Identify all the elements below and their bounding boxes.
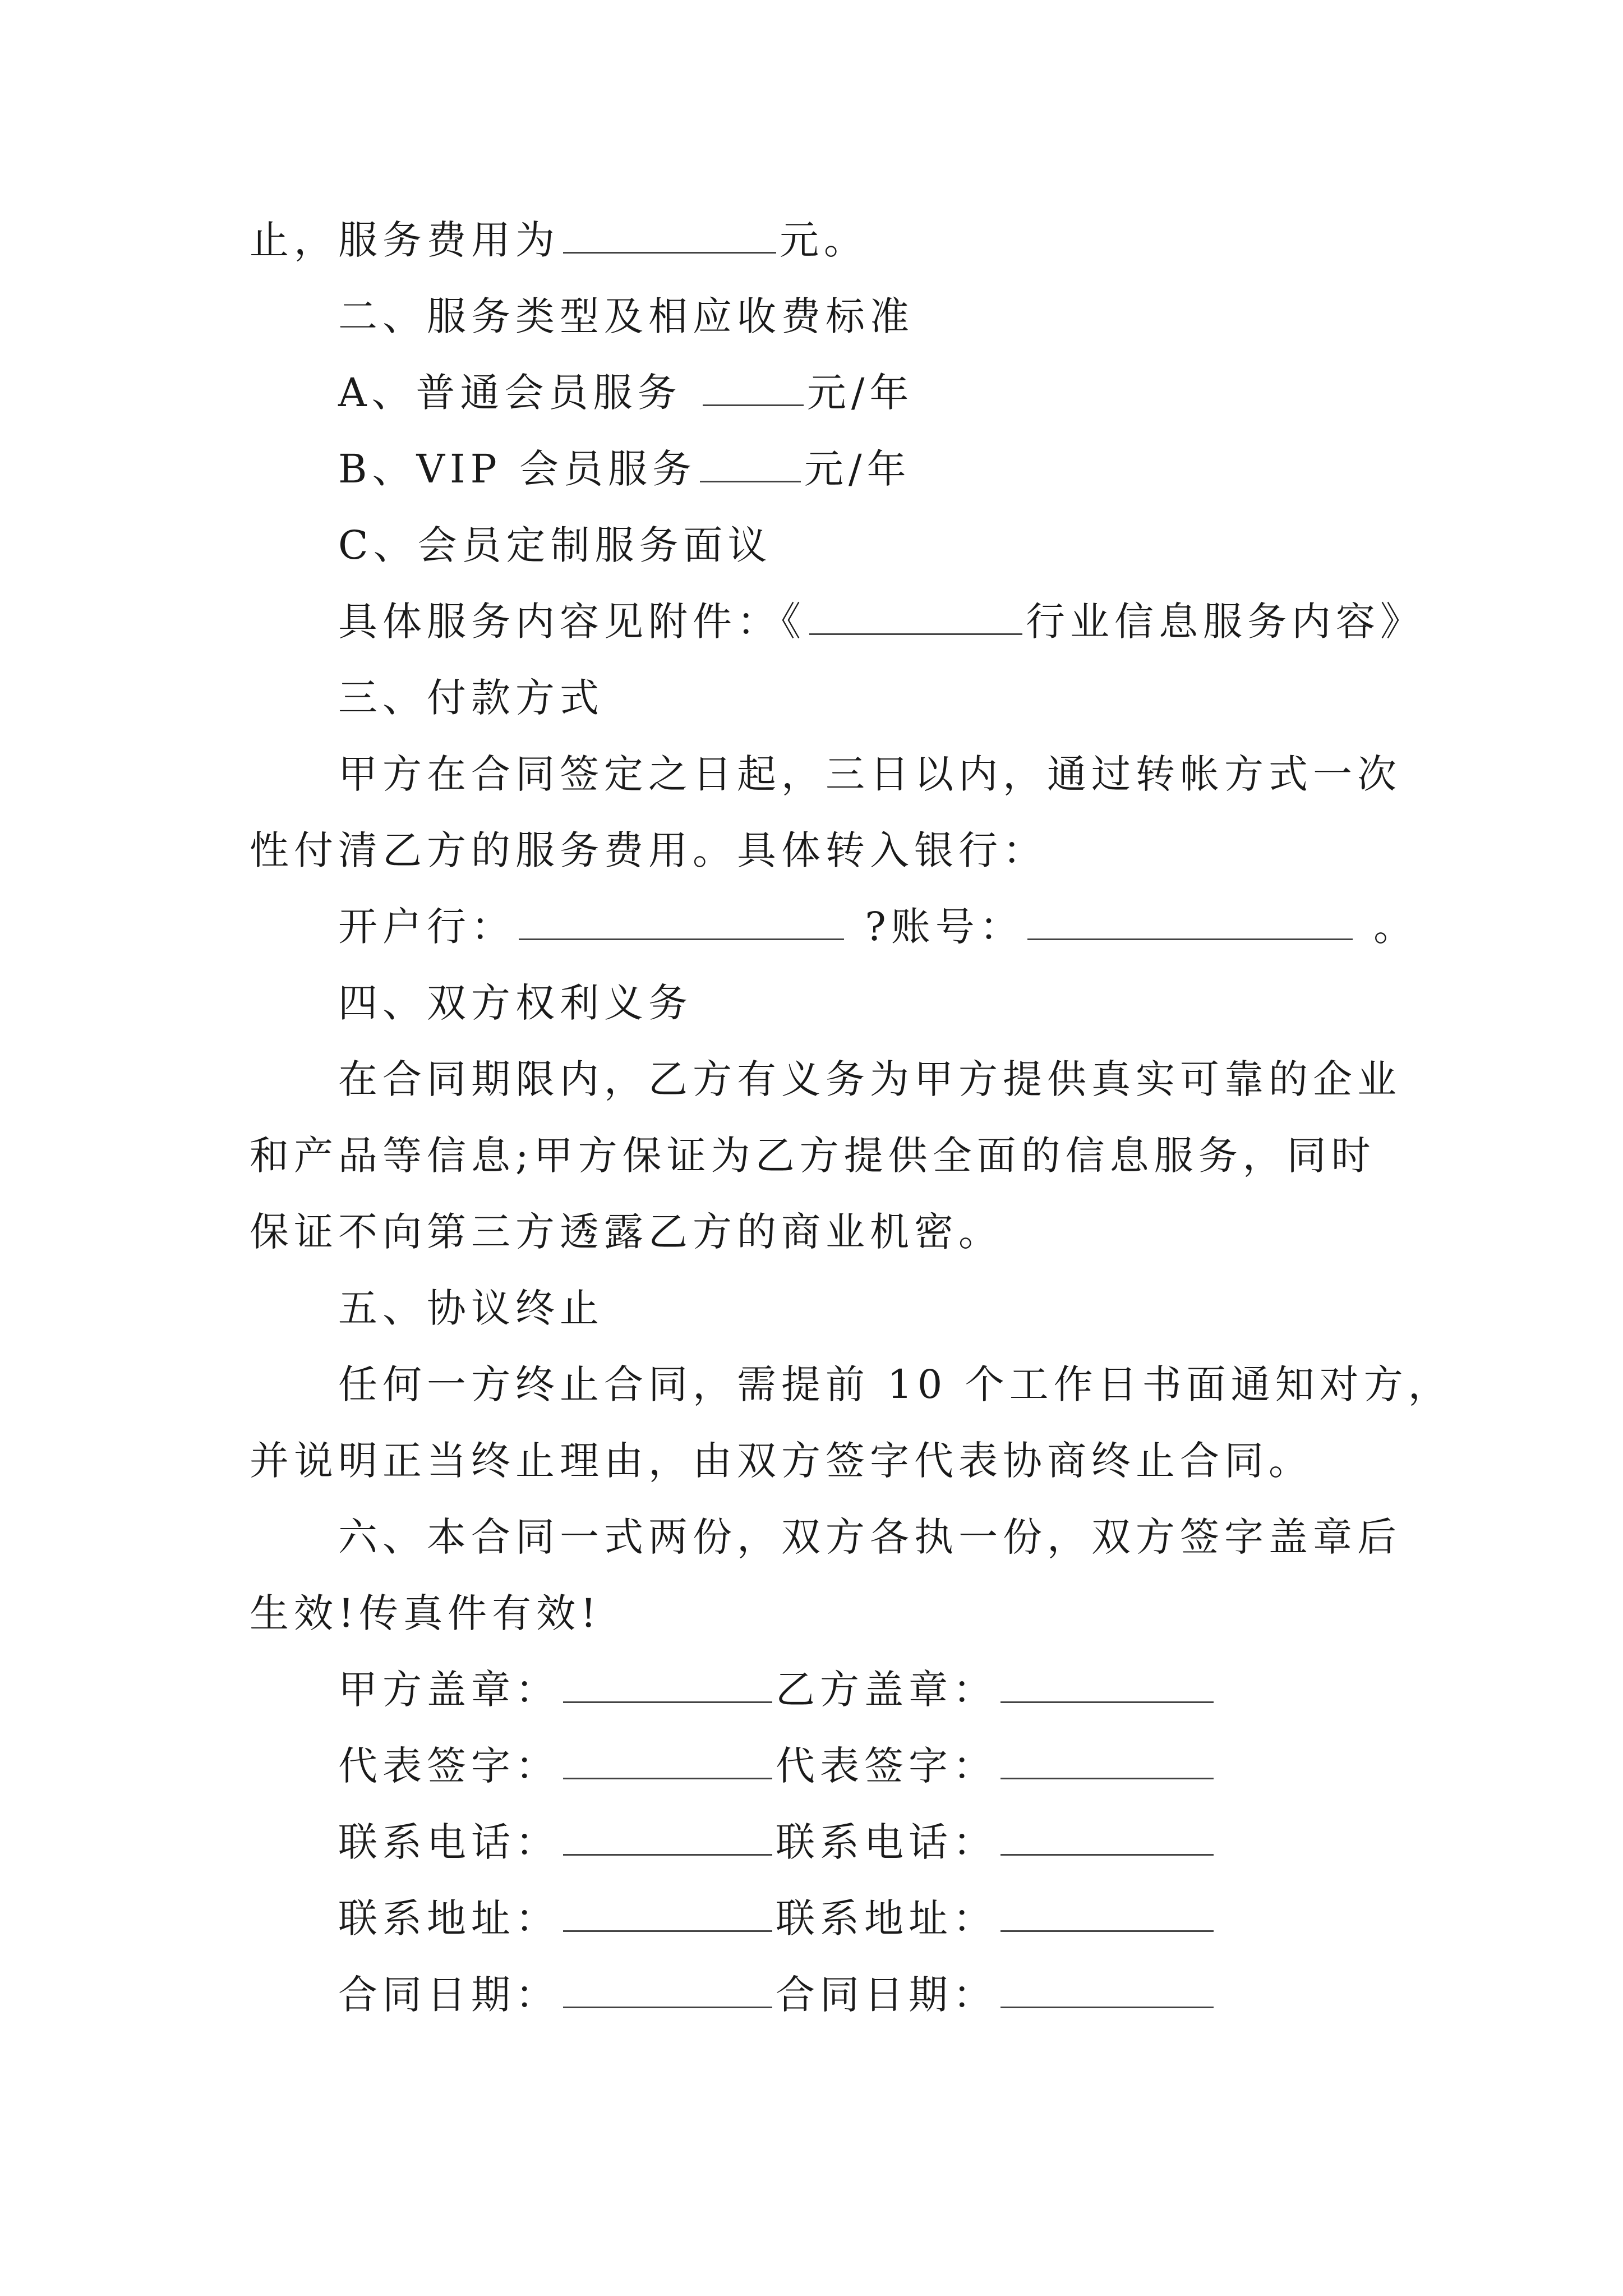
item-c-line: C、会员定制服务面议 [338,522,772,568]
signature-row [250,1651,1399,1728]
signature-label-right: 合同日期： [776,1972,997,2018]
fee-line [250,202,1399,278]
fee-prefix: 止，服务费用为 [250,217,560,263]
signature-row [250,1880,1399,1957]
signature-blank-right[interactable] [1000,1662,1214,1703]
payment-line-1: 甲方在合同签定之日起，三日以内，通过转帐方式一次 [338,751,1401,797]
payment-line-2: 性付清乙方的服务费用。具体转入银行： [250,827,1047,873]
signature-blank-left[interactable] [563,1815,772,1856]
signature-label-right: 代表签字： [776,1743,997,1789]
party-b-date [776,1957,1217,2033]
signature-blank-left[interactable] [563,1967,772,2008]
signature-label-left: 联系地址： [338,1895,560,1941]
bank-label: 开户行： [338,904,515,950]
signature-blank-right[interactable] [1000,1891,1214,1932]
party-a-date [338,1957,776,2033]
party-b-representative [776,1728,1217,1804]
signature-row [250,1957,1399,2033]
item-a-unit: 元/年 [806,370,914,416]
termination-line-2: 并说明正当终止理由，由双方签字代表协商终止合同。 [250,1438,1313,1484]
rights-line-3: 保证不向第三方透露乙方的商业机密。 [250,1209,1003,1255]
industry-blank[interactable] [809,594,1022,635]
account-label: ?账号： [865,904,1024,950]
fee-suffix: 元。 [780,217,868,263]
item-a-label: A、普通会员服务 [338,370,682,416]
bank-line [250,889,1418,965]
attachment-suffix: 行业信息服务内容》 [1026,599,1424,645]
rights-line-1: 在合同期限内，乙方有义务为甲方提供真实可靠的企业 [338,1056,1401,1102]
item-b-unit: 元/年 [804,446,911,492]
signature-label-left: 合同日期： [338,1972,560,2018]
bank-blank[interactable] [519,899,844,940]
fee-blank[interactable] [563,213,776,254]
section-2-title: 二、服务类型及相应收费标准 [338,293,914,339]
termination-line-1: 任何一方终止合同，需提前 10 个工作日书面通知对方， [338,1361,1453,1407]
contract-body [250,202,1453,2033]
signature-blank-left[interactable] [563,1662,772,1703]
item-b-blank[interactable] [700,441,801,482]
item-b-label: B、VIP 会员服务 [338,446,697,492]
signature-label-right: 联系地址： [776,1895,997,1941]
signature-blank-left[interactable] [563,1891,772,1932]
section-6-line-1: 六、本合同一式两份，双方各执一份，双方签字盖章后 [338,1514,1401,1560]
bank-line-end: 。 [1373,904,1418,950]
signature-blank-right[interactable] [1000,1815,1214,1856]
section-4-title: 四、双方权利义务 [338,980,693,1026]
signature-label-left: 甲方盖章： [338,1667,560,1713]
signature-row [250,1804,1399,1880]
account-blank[interactable] [1027,899,1353,940]
signature-blank-right[interactable] [1000,1967,1214,2008]
attachment-line [250,583,1424,660]
item-a-line [250,355,1399,431]
party-b-address [776,1880,1217,1957]
item-a-blank[interactable] [703,365,804,406]
signature-blank-left[interactable] [563,1738,772,1779]
signature-label-right: 联系电话： [776,1819,997,1865]
signature-blank-right[interactable] [1000,1738,1214,1779]
signature-row [250,1728,1399,1804]
party-b-seal [776,1651,1217,1728]
party-a-representative [338,1728,776,1804]
signature-label-right: 乙方盖章： [776,1667,997,1713]
rights-line-2: 和产品等信息;甲方保证为乙方提供全面的信息服务，同时 [250,1133,1376,1179]
signature-label-left: 代表签字： [338,1743,560,1789]
party-b-phone [776,1804,1217,1880]
party-a-seal [338,1651,776,1728]
item-b-line [250,431,1399,507]
section-5-title: 五、协议终止 [338,1285,604,1331]
section-6-line-2: 生效!传真件有效! [250,1590,602,1636]
signature-label-left: 联系电话： [338,1819,560,1865]
section-3-title: 三、付款方式 [338,675,604,721]
party-a-address [338,1880,776,1957]
party-a-phone [338,1804,776,1880]
attachment-prefix: 具体服务内容见附件：《 [338,599,806,645]
